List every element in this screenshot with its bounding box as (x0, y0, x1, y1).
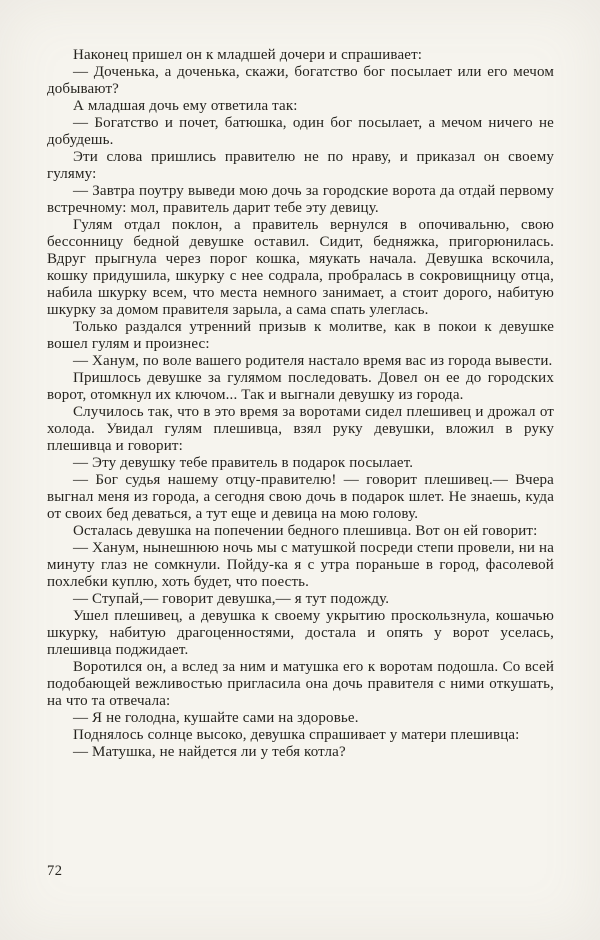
paragraph: Эти слова пришлись правителю не по нраву, и приказал он своему гуляму: (47, 149, 554, 182)
paragraph: Ушел плешивец, а девушка к своему укрытию проскользнула, кошачью шкурку, набитую драгоценностями, достала и опять у ворот уселась, плешивца поджидает. (47, 608, 554, 658)
paragraph: Только раздался утренний призыв к молитве, как в покои к девушке вошел гулям и произнес: (47, 319, 554, 352)
paragraph: — Ступай,— говорит девушка,— я тут подожду. (73, 591, 390, 607)
paragraph: — Матушка, не найдется ли у тебя котла? (73, 744, 346, 760)
paragraph: — Ханум, нынешнюю ночь мы с матушкой посреди степи провели, ни на минуту глаз не сомкнули. Пойду-ка я с утра пораньше в город, фасолевой похлебки куплю, хоть будет, что поесть. (47, 540, 554, 590)
paragraph: — Доченька, а доченька, скажи, богатство бог посылает или его мечом добывают? (47, 64, 554, 97)
paragraph: Пришлось девушке за гулямом последовать. Довел он ее до городских ворот, отомкнул их ключом... Так и выгнали девушку из города. (47, 370, 554, 403)
paragraph: Гулям отдал поклон, а правитель вернулся в опочивальню, свою бессонницу бедной девушке оставил. Сидит, бедняжка, пригорюнилась. Вдруг прыгнула через порог кошка, мяукать начала. Девушка вскочила, кошку придушила, шкурку с нее содрала, пробралась в сокровищницу отца, набила шкурку всем, что места немного занимает, а стоит дорого, набитую шкурку за домом правителя зарыла, а сама спать улеглась. (47, 217, 554, 318)
paragraph: — Завтра поутру выведи мою дочь за городские ворота да отдай первому встречному: мол, правитель дарит тебе эту девицу. (47, 183, 554, 216)
paragraph: Наконец пришел он к младшей дочери и спрашивает: (73, 47, 423, 63)
paragraph: А младшая дочь ему ответила так: (73, 98, 298, 114)
paragraph: Воротился он, а вслед за ним и матушка его к воротам подошла. Со всей подобающей вежливостью пригласила она дочь правителя с ними откушать, на что та отвечала: (47, 659, 554, 709)
paragraph: Случилось так, что в это время за воротами сидел плешивец и дрожал от холода. Увидал гулям плешивца, взял руку девушки, вложил в руку плешивца и говорит: (47, 404, 554, 454)
text-block (47, 47, 554, 761)
paragraph: — Бог судья нашему отцу-правителю! — говорит плешивец.— Вчера выгнал меня из города, а сегодня свою дочь в подарок шлет. Не знаешь, куда от своих бед деваться, а тут еще и девица на мою голову. (47, 472, 554, 522)
paragraph: Поднялось солнце высоко, девушка спрашивает у матери плешивца: (73, 727, 520, 743)
paragraph: Осталась девушка на попечении бедного плешивца. Вот он ей говорит: (73, 523, 538, 539)
paragraph: — Ханум, по воле вашего родителя настало время вас из города вывести. (73, 353, 553, 369)
paragraph: — Эту девушку тебе правитель в подарок посылает. (73, 455, 414, 471)
paragraph: — Я не голодна, кушайте сами на здоровье. (73, 710, 359, 726)
paragraph: — Богатство и почет, батюшка, один бог посылает, а мечом ничего не добудешь. (47, 115, 554, 148)
page-number: 72 (47, 863, 63, 879)
